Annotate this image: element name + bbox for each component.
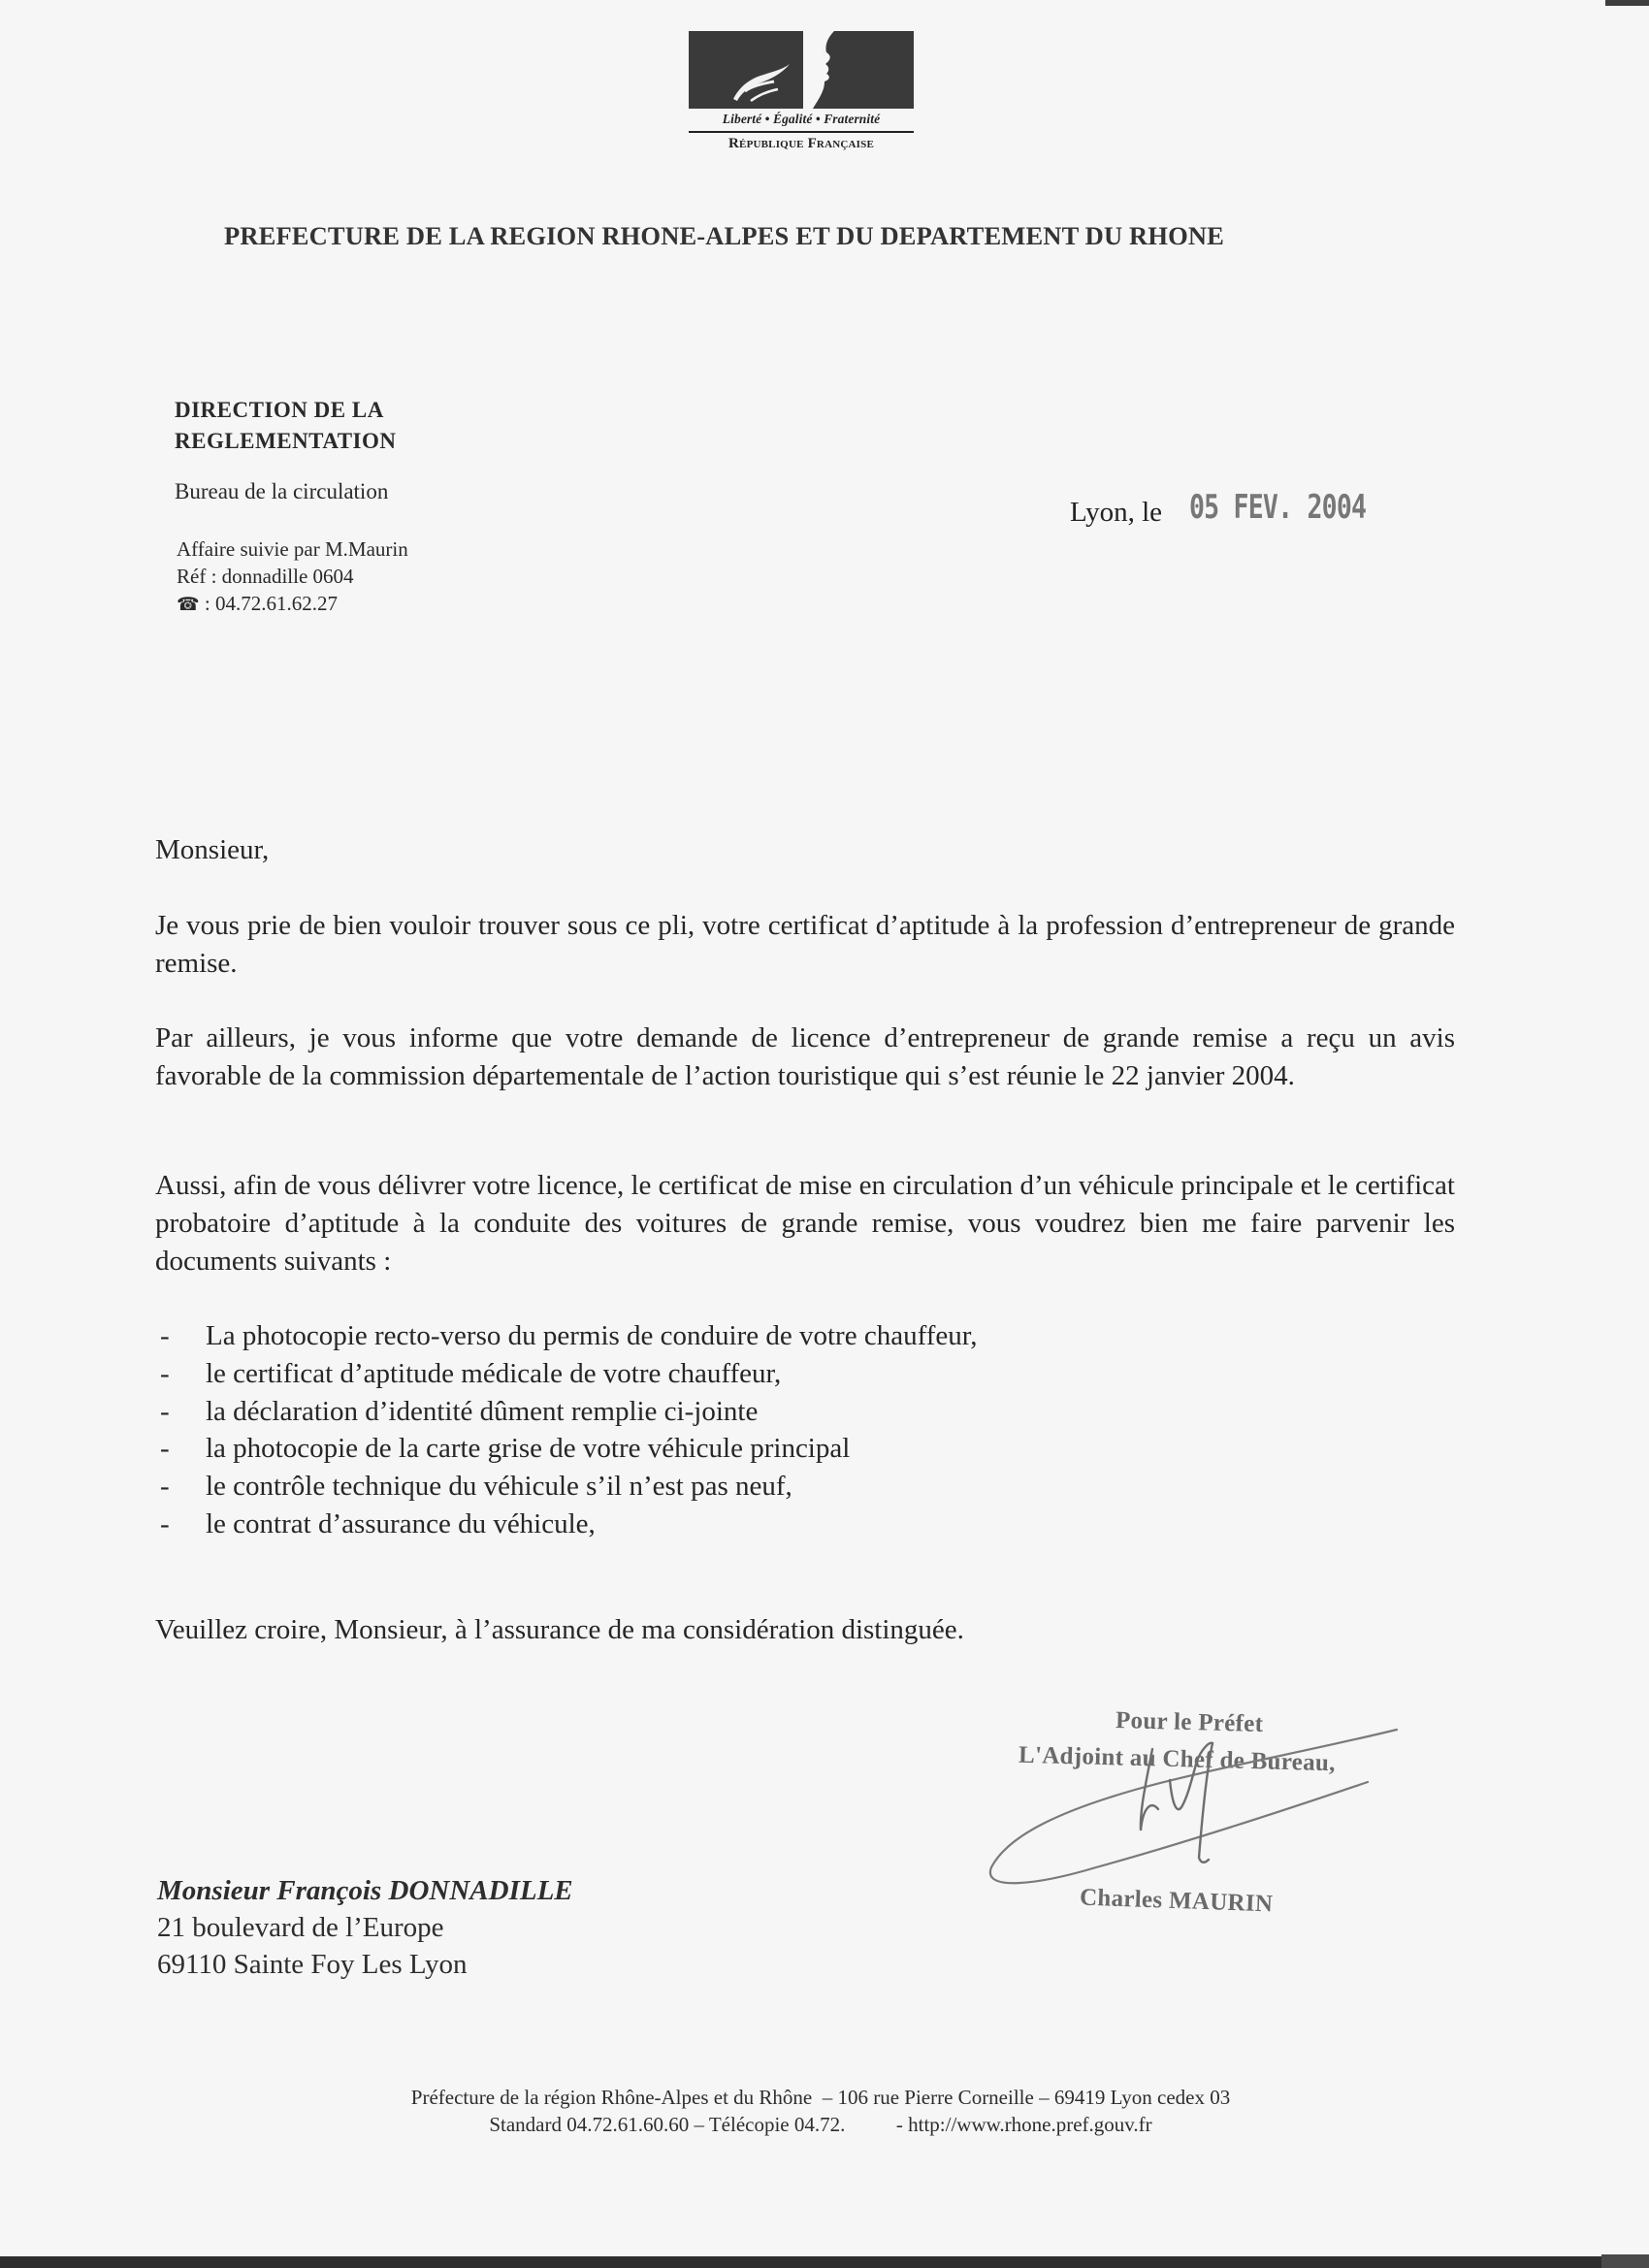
scan-edge-corner — [1601, 2254, 1649, 2268]
list-item-text: La photocopie recto-verso du permis de conduire de votre chauffeur, — [206, 1320, 978, 1351]
marianne-logo — [689, 31, 914, 162]
logo-divider — [689, 131, 914, 133]
direction-line-1: DIRECTION DE LA — [175, 398, 384, 422]
phone-line — [177, 592, 338, 616]
signatory-name: Charles MAURIN — [1079, 1884, 1274, 1918]
reference: Réf : donnadille 0604 — [177, 565, 354, 588]
list-item-text: le certificat d’aptitude médicale de votre chauffeur, — [206, 1357, 782, 1389]
recipient-street: 21 boulevard de l’Europe — [157, 1912, 444, 1943]
recipient-city: 69110 Sainte Foy Les Lyon — [157, 1949, 468, 1980]
bullet-dash: - — [160, 1507, 170, 1539]
list-item-text: la photocopie de la carte grise de votre véhicule principal — [206, 1433, 851, 1465]
closing-formula: Veuillez croire, Monsieur, à l’assurance de ma considération distinguée. — [155, 1614, 964, 1645]
bureau-name: Bureau de la circulation — [175, 479, 389, 503]
scan-edge-top — [1605, 0, 1649, 6]
direction-line-2: REGLEMENTATION — [175, 429, 397, 453]
bullet-dash: - — [160, 1433, 170, 1465]
date-label: Lyon, le — [1070, 497, 1163, 528]
bullet-dash: - — [160, 1357, 170, 1389]
signature-line-1: Pour le Préfet — [1115, 1707, 1264, 1737]
logo-republic: République Française — [728, 136, 874, 151]
bullet-dash: - — [160, 1471, 170, 1503]
list-item-text: le contrôle technique du véhicule s’il n’est pas neuf, — [206, 1471, 792, 1503]
affaire-suivie: Affaire suivie par M.Maurin — [177, 537, 408, 561]
recipient-name: Monsieur François DONNADILLE — [157, 1875, 573, 1906]
phone-number: : 04.72.61.62.27 — [199, 592, 339, 615]
marianne-emblem-icon — [689, 31, 914, 109]
telephone-icon: ☎ — [177, 594, 200, 615]
paragraph-1: Je vous prie de bien vouloir trouver sous ce pli, votre certificat d’aptitude à la profession d’entrepreneur de grande remise. — [155, 910, 1455, 979]
list-item-text: le contrat d’assurance du véhicule, — [206, 1507, 596, 1539]
scan-edge-bottom — [0, 2256, 1649, 2268]
logo-motto: Liberté • Égalité • Fraternité — [722, 112, 881, 126]
bullet-dash: - — [160, 1395, 170, 1427]
list-item-text: la déclaration d’identité dûment remplie ci-jointe — [206, 1395, 759, 1427]
bullet-dash: - — [160, 1320, 170, 1351]
footer-address: Préfecture de la région Rhône-Alpes et du Rhône – 106 rue Pierre Corneille – 69419 Lyon cedex 03 — [410, 2086, 1231, 2109]
prefecture-title: PREFECTURE DE LA REGION RHONE-ALPES ET DU DEPARTEMENT DU RHONE — [224, 221, 1224, 250]
date-stamp: 05 FEV. 2004 — [1189, 488, 1367, 527]
salutation: Monsieur, — [155, 834, 270, 865]
paragraph-3: Aussi, afin de vous délivrer votre licence, le certificat de mise en circulation d’un véhicule principale et le certificat probatoire d’aptitude à la conduite des voitures de grande remise, vous voudrez bien me faire parvenir les documents suivants : — [155, 1170, 1455, 1277]
footer-contact: Standard 04.72.61.60.60 – Télécopie 04.72. - http://www.rhone.pref.gouv.fr — [489, 2113, 1152, 2136]
signature-line-2: L'Adjoint au Chef de Bureau, — [1018, 1741, 1337, 1777]
handwritten-signature — [980, 1722, 1406, 1916]
paragraph-2: Par ailleurs, je vous informe que votre demande de licence d’entrepreneur de grande remise a reçu un avis favorable de la commission départementale de l’action touristique qui s’est réunie le 22 janvier 2004. — [155, 1022, 1455, 1091]
